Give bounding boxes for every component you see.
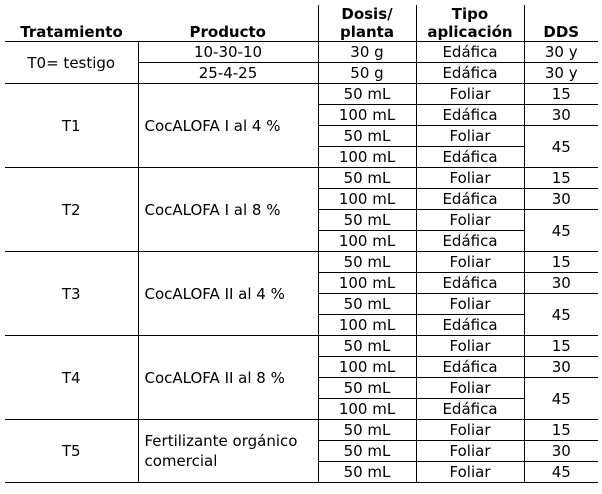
tipo-cell: Foliar [416, 462, 524, 483]
table-row [5, 336, 598, 357]
dosis-cell: 30 g [318, 42, 416, 63]
tipo-cell: Edáfica [416, 315, 524, 336]
header-tipo [416, 5, 524, 42]
tipo-cell: Foliar [416, 336, 524, 357]
header-tipo-line1: Tipo [451, 5, 489, 23]
dosis-cell: 100 mL [318, 105, 416, 126]
dosis-cell: 100 mL [318, 189, 416, 210]
dds-cell: 45 [524, 126, 598, 168]
dosis-cell: 50 mL [318, 336, 416, 357]
tipo-cell: Foliar [416, 294, 524, 315]
dds-cell: 15 [524, 84, 598, 105]
dds-cell: 15 [524, 252, 598, 273]
table-row [5, 252, 598, 273]
table-row [5, 42, 598, 63]
dds-cell: 45 [524, 210, 598, 252]
tipo-cell: Foliar [416, 378, 524, 399]
dds-cell: 45 [524, 462, 598, 483]
treatments-table [5, 5, 598, 483]
tipo-cell: Edáfica [416, 273, 524, 294]
dds-cell: 45 [524, 294, 598, 336]
tipo-cell: Foliar [416, 84, 524, 105]
dosis-cell: 50 mL [318, 126, 416, 147]
dds-cell: 30 y [524, 63, 598, 84]
treatment-label-t1: T1 [5, 84, 138, 168]
tipo-cell: Foliar [416, 252, 524, 273]
tipo-cell: Edáfica [416, 42, 524, 63]
dosis-cell: 50 mL [318, 420, 416, 441]
header-tratamiento: Tratamiento [5, 5, 138, 42]
dosis-cell: 50 mL [318, 462, 416, 483]
header-dosis-line1: Dosis/ [341, 5, 393, 23]
dosis-cell: 100 mL [318, 231, 416, 252]
dds-cell: 30 [524, 189, 598, 210]
tipo-cell: Foliar [416, 126, 524, 147]
tipo-cell: Edáfica [416, 231, 524, 252]
tipo-cell: Edáfica [416, 105, 524, 126]
tipo-cell: Foliar [416, 441, 524, 462]
tipo-cell: Edáfica [416, 357, 524, 378]
treatment-label-t3: T3 [5, 252, 138, 336]
dosis-cell: 100 mL [318, 273, 416, 294]
tipo-cell: Edáfica [416, 189, 524, 210]
header-producto: Producto [138, 5, 318, 42]
treatment-label-t2: T2 [5, 168, 138, 252]
tipo-cell: Edáfica [416, 147, 524, 168]
tipo-cell: Foliar [416, 168, 524, 189]
dds-cell: 45 [524, 378, 598, 420]
tipo-cell: Edáfica [416, 399, 524, 420]
dosis-cell: 100 mL [318, 399, 416, 420]
dds-cell: 30 [524, 105, 598, 126]
dds-cell: 30 [524, 357, 598, 378]
header-tipo-line2: aplicación [427, 23, 513, 41]
dds-cell: 15 [524, 336, 598, 357]
dosis-cell: 100 mL [318, 147, 416, 168]
dds-cell: 30 [524, 441, 598, 462]
producto-cell: Fertilizante orgánico comercial [138, 420, 318, 483]
dosis-cell: 50 mL [318, 168, 416, 189]
dosis-cell: 50 g [318, 63, 416, 84]
table-row [5, 420, 598, 441]
producto-cell: CocALOFA II al 8 % [138, 336, 318, 420]
table-row [5, 168, 598, 189]
tipo-cell: Foliar [416, 210, 524, 231]
header-row [5, 5, 598, 42]
treatment-label-t0: T0= testigo [5, 42, 138, 84]
dds-cell: 30 y [524, 42, 598, 63]
tipo-cell: Edáfica [416, 63, 524, 84]
producto-cell: 25-4-25 [138, 63, 318, 84]
dosis-cell: 100 mL [318, 357, 416, 378]
header-dosis [318, 5, 416, 42]
treatment-label-t5: T5 [5, 420, 138, 483]
header-dosis-line2: planta [340, 23, 394, 41]
dds-cell: 15 [524, 420, 598, 441]
dosis-cell: 50 mL [318, 441, 416, 462]
dosis-cell: 50 mL [318, 84, 416, 105]
table-row [5, 84, 598, 105]
header-dds: DDS [524, 5, 598, 42]
producto-cell: CocALOFA I al 4 % [138, 84, 318, 168]
dosis-cell: 50 mL [318, 252, 416, 273]
dosis-cell: 100 mL [318, 315, 416, 336]
producto-cell: CocALOFA I al 8 % [138, 168, 318, 252]
dds-cell: 30 [524, 273, 598, 294]
dds-cell: 15 [524, 168, 598, 189]
producto-cell: CocALOFA II al 4 % [138, 252, 318, 336]
tipo-cell: Foliar [416, 420, 524, 441]
treatment-label-t4: T4 [5, 336, 138, 420]
dosis-cell: 50 mL [318, 378, 416, 399]
dosis-cell: 50 mL [318, 210, 416, 231]
producto-cell: 10-30-10 [138, 42, 318, 63]
dosis-cell: 50 mL [318, 294, 416, 315]
